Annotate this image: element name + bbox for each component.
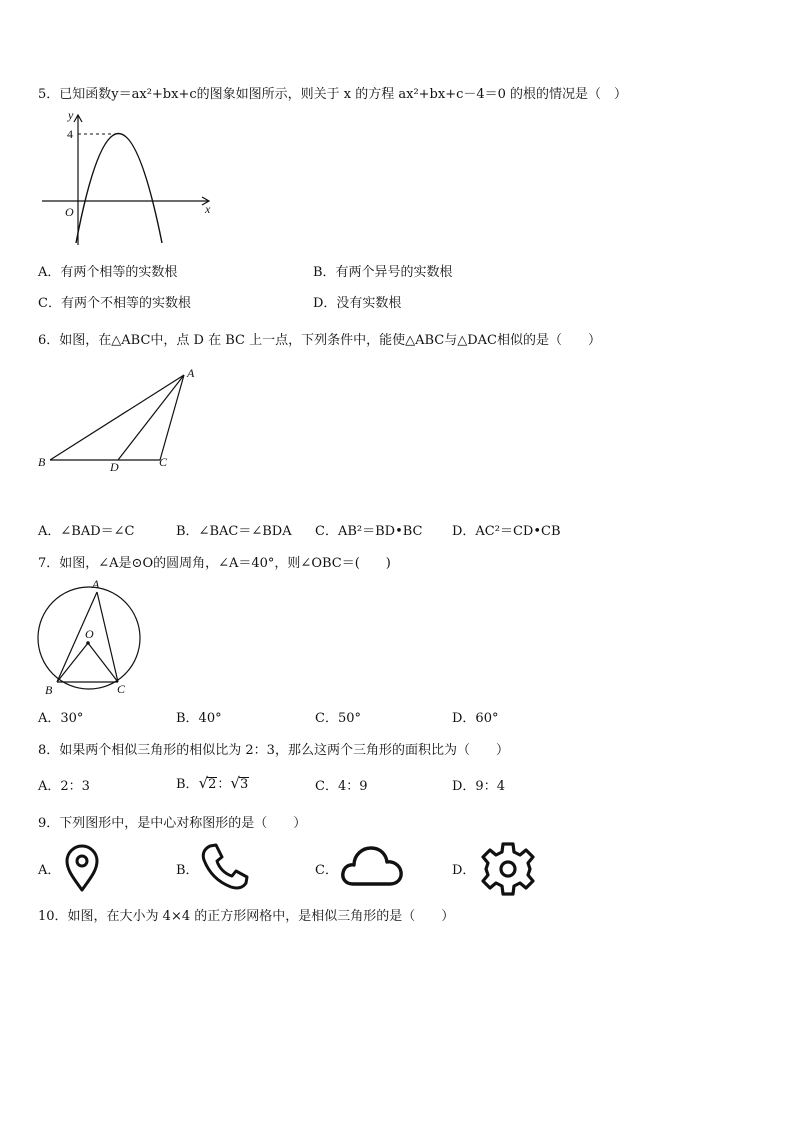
q10-stem: 10．如图，在大小为 4×4 的正方形网格中，是相似三角形的是（ ） (38, 909, 455, 924)
q8-stem: 8．如果两个相似三角形的相似比为 2：3，那么这两个三角形的面积比为（ ） (38, 743, 509, 758)
q5-y-axis-label: y (68, 108, 74, 122)
q5-parabola-graph (38, 110, 218, 250)
q5-option-d[interactable]: D．没有实数根 (313, 296, 402, 311)
q9-option-b[interactable]: B． (176, 863, 199, 878)
q8-option-a[interactable]: A．2：3 (38, 779, 90, 794)
q7-label-c: C (117, 682, 126, 696)
q6-option-a[interactable]: A．∠BAD＝∠C (38, 524, 135, 539)
q7-label-a: A (92, 577, 100, 591)
q8-option-b-radicand-1: 2 (208, 777, 217, 792)
q8-option-b[interactable] (176, 773, 249, 792)
q6-label-d: D (110, 460, 119, 474)
q6-label-a: A (187, 366, 195, 380)
phone-icon (201, 842, 251, 892)
gear-icon (478, 841, 538, 897)
q6-label-b: B (38, 455, 46, 469)
q9-option-a[interactable]: A． (38, 863, 61, 878)
q6-option-d[interactable]: D．AC²＝CD•CB (452, 524, 561, 539)
q6-label-c: C (159, 455, 168, 469)
q6-option-c[interactable]: C．AB²＝BD•BC (315, 524, 423, 539)
q7-option-d[interactable]: D．60° (452, 711, 499, 726)
q5-stem: 5．已知函数y＝ax²+bx+c的图象如图所示，则关于 x 的方程 ax²+bx+c－4＝0 的根的情况是（ ） (38, 87, 628, 102)
cloud-icon (340, 843, 406, 889)
q5-option-b[interactable]: B．有两个异号的实数根 (313, 265, 453, 280)
q7-option-b[interactable]: B．40° (176, 711, 222, 726)
q7-option-c[interactable]: C．50° (315, 711, 361, 726)
q5-origin-label: O (65, 205, 74, 219)
q9-stem: 9．下列图形中，是中心对称图形的是（ ） (38, 816, 307, 831)
q5-x-axis-label: x (205, 202, 211, 216)
q8-option-c[interactable]: C．4：9 (315, 779, 368, 794)
q8-option-b-separator: ： (217, 777, 231, 792)
location-pin-icon (63, 843, 103, 893)
q7-label-b: B (45, 683, 53, 697)
q5-max-label: 4 (67, 127, 73, 141)
q7-label-o: O (85, 627, 94, 641)
q5-option-c[interactable]: C．有两个不相等的实数根 (38, 296, 191, 311)
q6-option-b[interactable]: B．∠BAC＝∠BDA (176, 524, 292, 539)
q5-option-a[interactable]: A．有两个相等的实数根 (38, 265, 178, 280)
q8-option-b-prefix: B． (176, 777, 199, 792)
q6-stem: 6．如图，在△ABC中，点 D 在 BC 上一点，下列条件中，能使△ABC与△DAC相似的是（ ） (38, 333, 601, 348)
q8-option-d[interactable]: D．9：4 (452, 779, 505, 794)
q7-stem: 7．如图，∠A是⊙O的圆周角，∠A＝40°，则∠OBC＝( ) (38, 556, 391, 571)
radical-sign-icon: √ (230, 774, 240, 792)
q9-option-c[interactable]: C． (315, 863, 338, 878)
q9-option-d[interactable]: D． (452, 863, 476, 878)
q8-option-b-radicand-2: 3 (239, 777, 249, 792)
q7-circle-figure (32, 575, 152, 700)
q7-option-a[interactable]: A．30° (38, 711, 84, 726)
q6-triangle-figure (36, 365, 216, 475)
radical-sign-icon: √ (198, 774, 209, 792)
